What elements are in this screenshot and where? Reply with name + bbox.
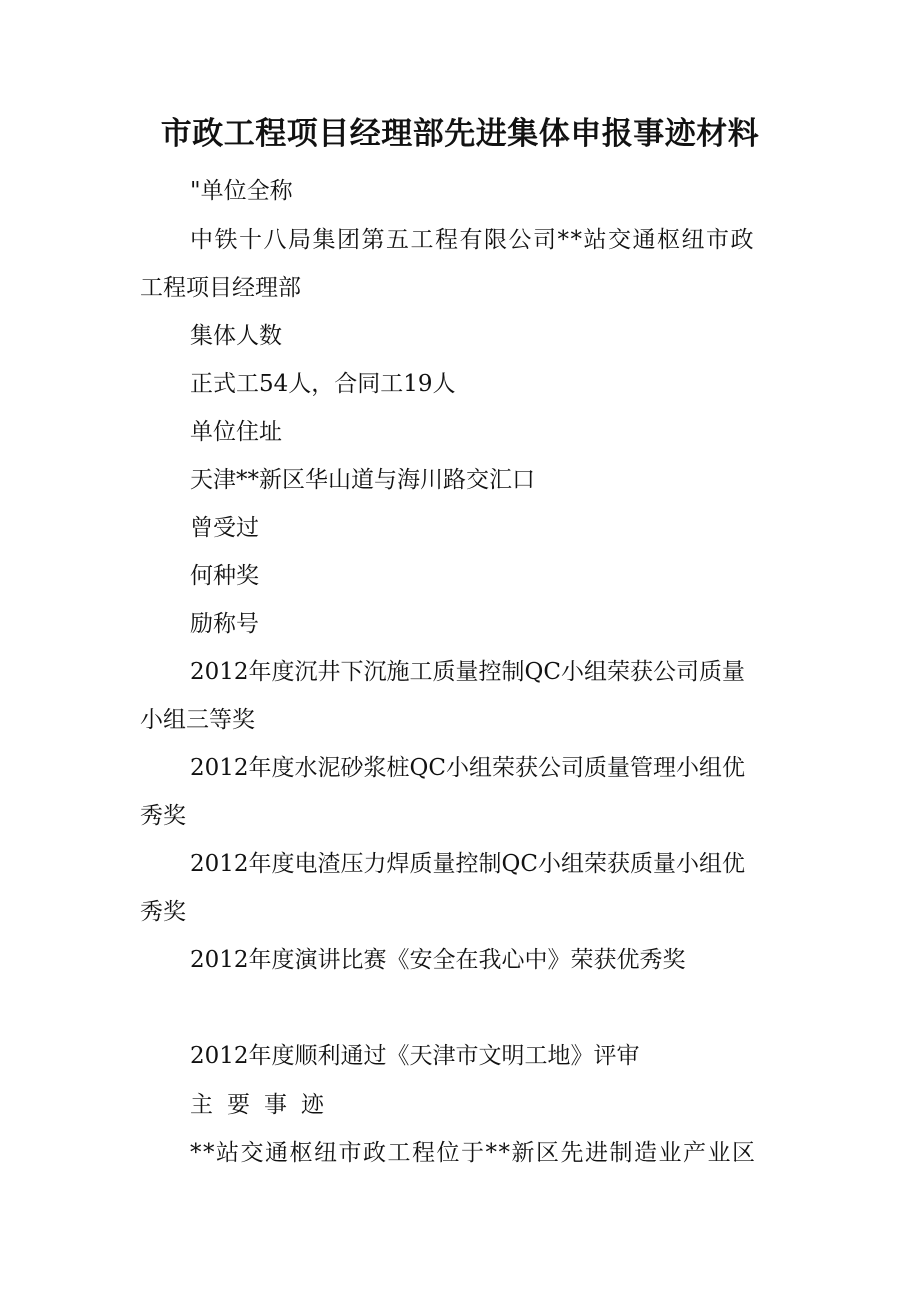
field-label-address: 单位住址 [190,419,282,445]
field-label-member-count: 集体人数 [190,323,282,349]
field-label-unit-name: "单位全称 [190,178,293,204]
document-title: 市政工程项目经理部先进集体申报事迹材料 [160,116,760,152]
section-heading-main-deeds: 主要事迹 [190,1092,338,1118]
address-value: 天津**新区华山道与海川路交汇口 [190,467,535,493]
member-count-value: 正式工54人，合同工19人 [190,371,456,397]
award-5: 2012年度顺利通过《天津市文明工地》评审 [190,1043,640,1069]
award-2-line-1: 2012年度水泥砂浆桩QC小组荣获公司质量管理小组优 [190,755,745,781]
field-label-awards-3: 励称号 [190,611,259,637]
award-2-line-2: 秀奖 [140,803,186,829]
award-3-line-1: 2012年度电渣压力焊质量控制QC小组荣获质量小组优 [190,851,745,877]
field-label-awards-1: 曾受过 [190,515,259,541]
award-1-line-1: 2012年度沉井下沉施工质量控制QC小组荣获公司质量 [190,659,745,685]
award-1-line-2: 小组三等奖 [140,707,255,733]
main-deeds-text-line-1: **站交通枢纽市政工程位于**新区先进制造业产业区 [190,1140,757,1166]
award-3-line-2: 秀奖 [140,899,186,925]
unit-name-line-1: 中铁十八局集团第五工程有限公司**站交通枢纽市政 [190,227,755,253]
field-label-awards-2: 何种奖 [190,563,259,589]
award-4: 2012年度演讲比赛《安全在我心中》荣获优秀奖 [190,947,686,973]
unit-name-line-2: 工程项目经理部 [140,275,301,301]
